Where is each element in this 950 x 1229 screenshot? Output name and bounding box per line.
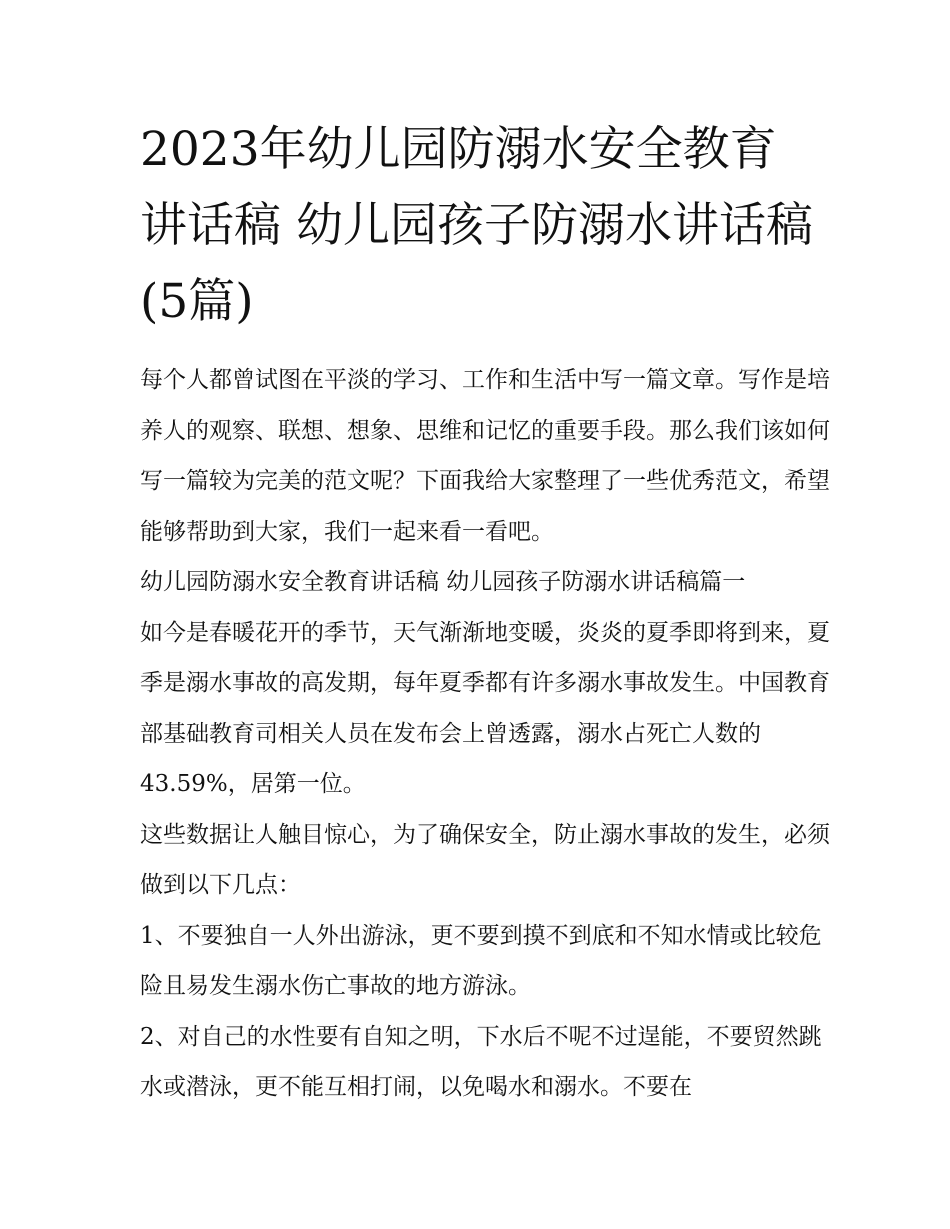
rule-2-paragraph: 2、对自己的水性要有自知之明，下水后不呢不过逞能，不要贸然跳水或潜泳，更不能互相打闹，以免喝水和溺水。不要在 — [140, 1023, 822, 1100]
intro-paragraph: 每个人都曾试图在平淡的学习、工作和生活中写一篇文章。写作是培养人的观察、联想、想象、思维和记忆的重要手段。那么我们该如何写一篇较为完美的范文呢？下面我给大家整理了一些优秀范文，希望能够帮助到大家，我们一起来看一看吧。 — [140, 367, 830, 545]
data-paragraph: 这些数据让人触目惊心，为了确保安全，防止溺水事故的发生，必须做到以下几点： — [140, 821, 830, 898]
document-body — [140, 355, 830, 1113]
document-title: 2023年幼儿园防溺水安全教育讲话稿 幼儿园孩子防溺水讲话稿(5篇) — [140, 122, 813, 329]
section-heading-paragraph: 幼儿园防溺水安全教育讲话稿 幼儿园孩子防溺水讲话稿篇一 — [140, 569, 746, 595]
season-paragraph: 如今是春暖花开的季节，天气渐渐地变暖，炎炎的夏季即将到来，夏季是溺水事故的高发期，每年夏季都有许多溺水事故发生。中国教育部基础教育司相关人员在发布会上曾透露，溺水占死亡人数的43.59%，居第一位。 — [140, 619, 830, 797]
rule-1-paragraph: 1、不要独自一人外出游泳，更不要到摸不到底和不知水情或比较危险且易发生溺水伤亡事故的地方游泳。 — [140, 922, 822, 999]
